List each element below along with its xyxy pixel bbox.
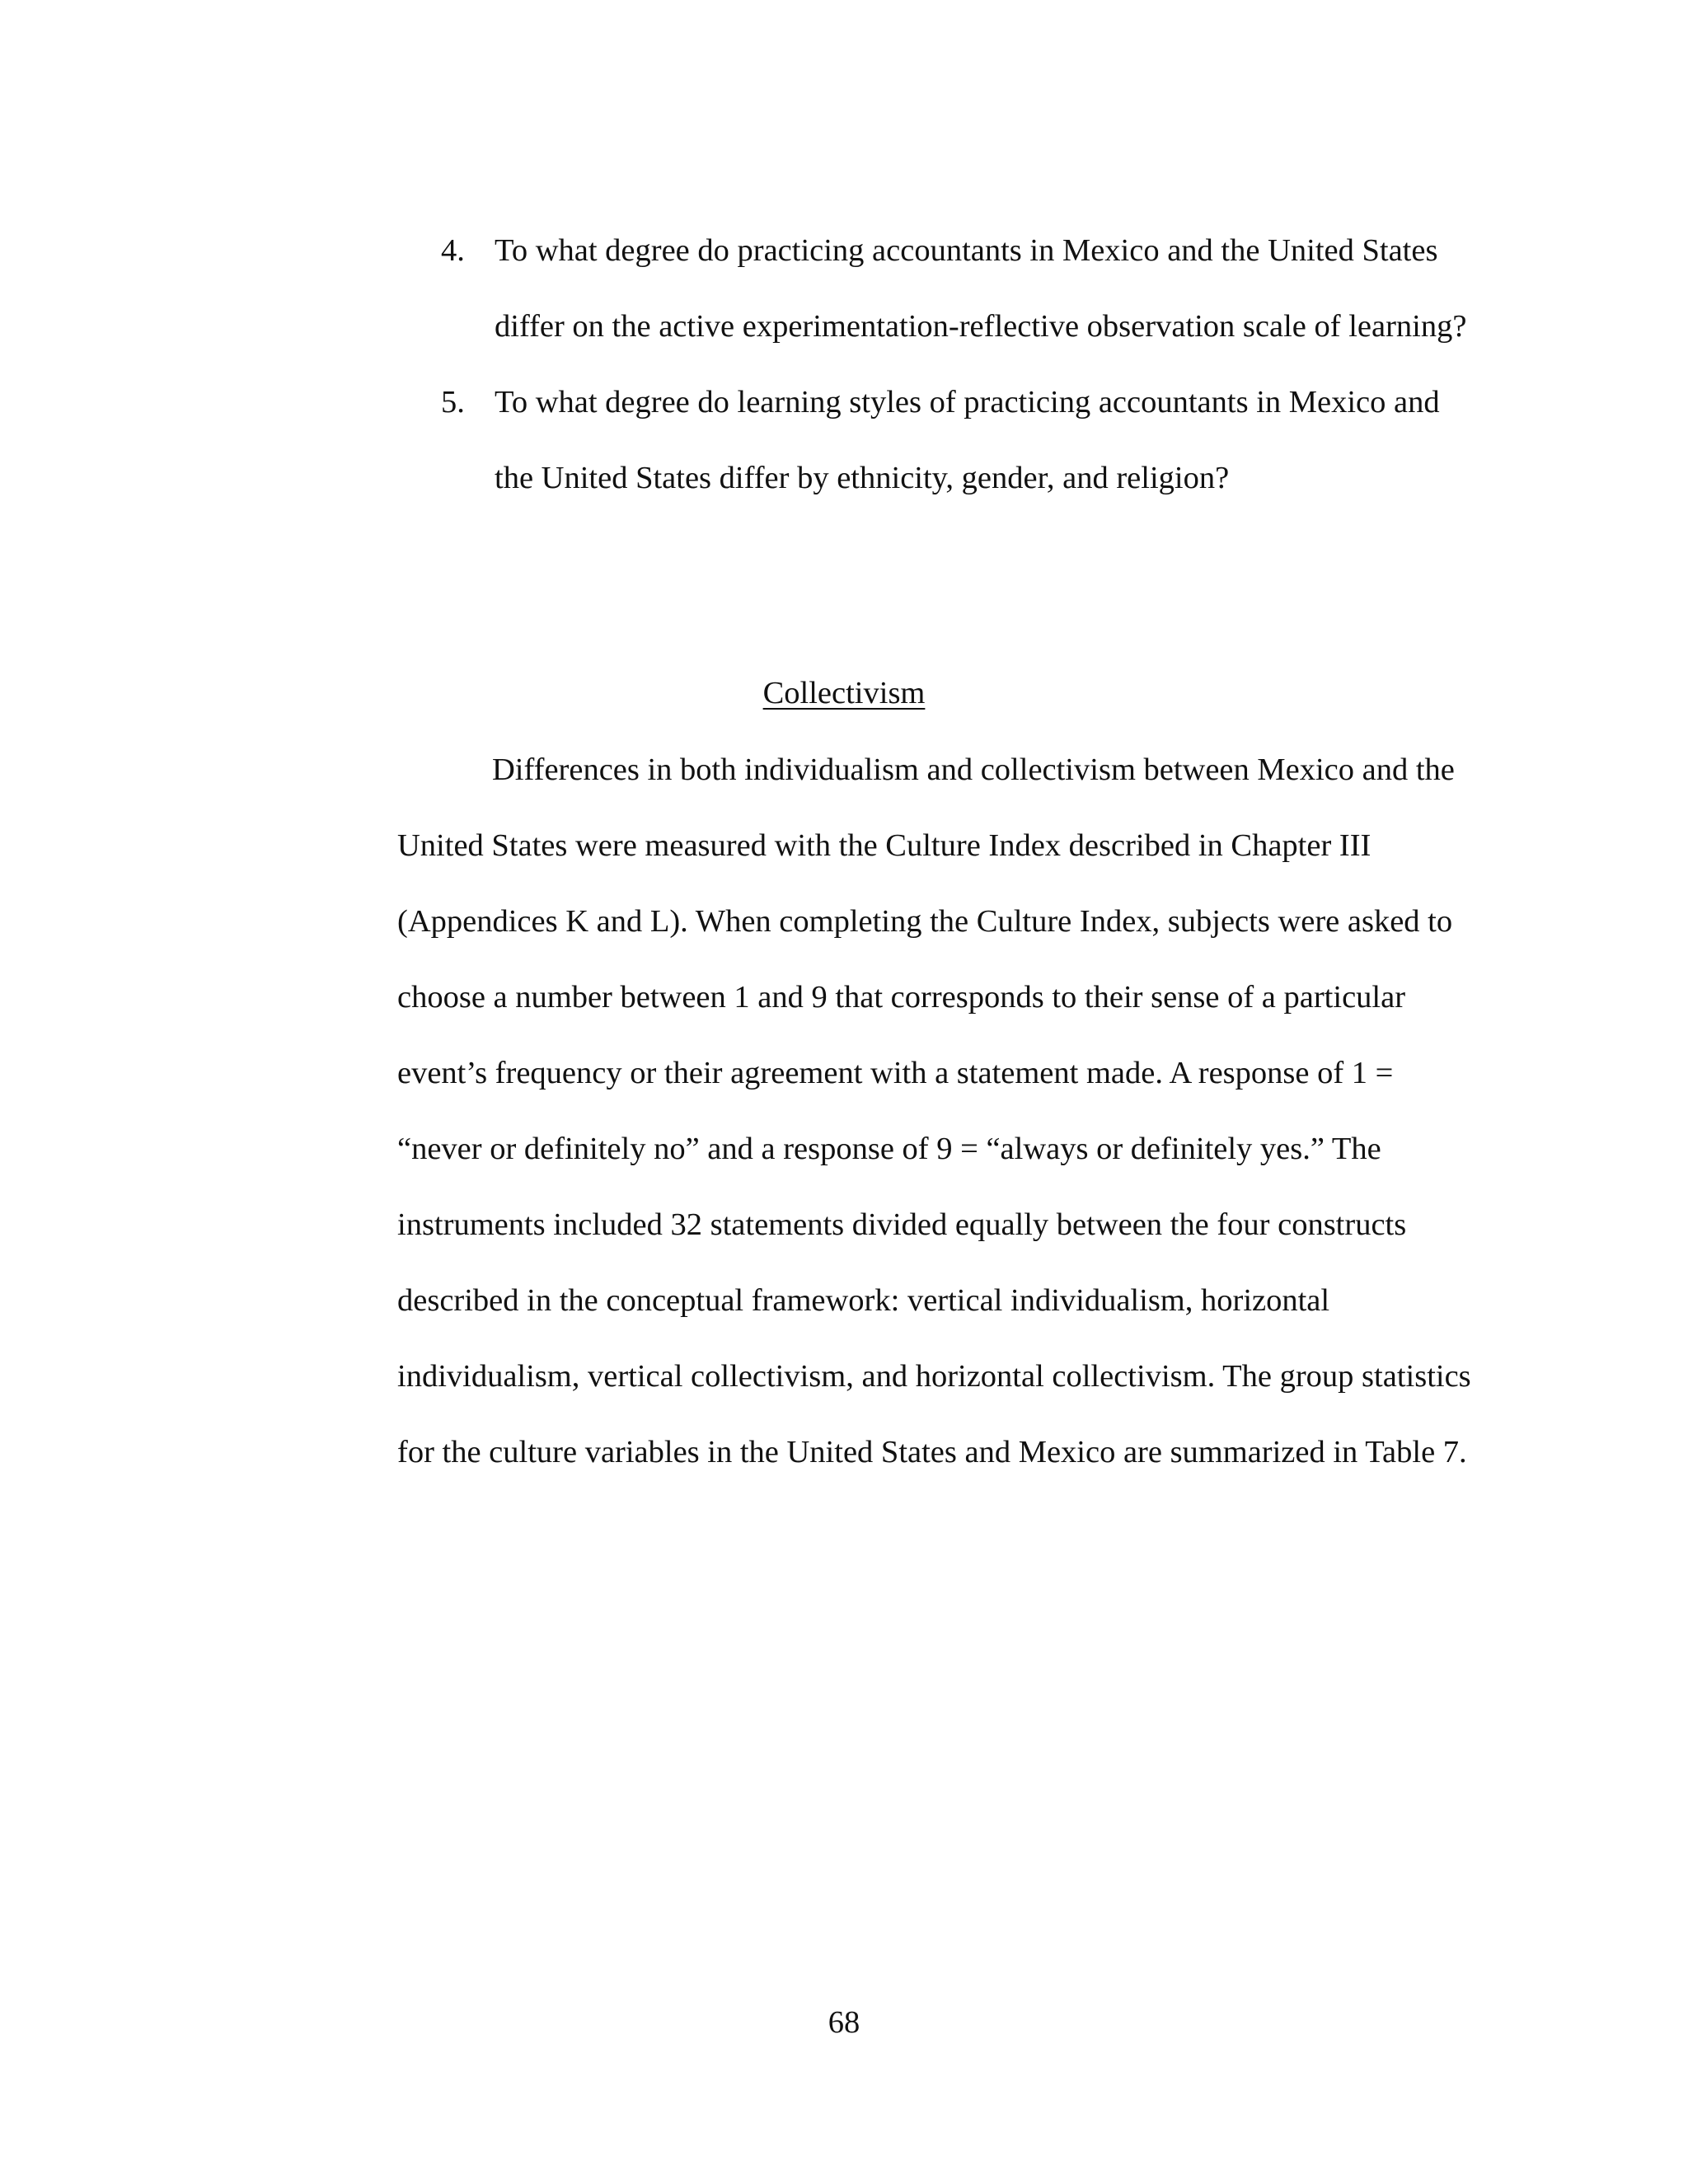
body-paragraph: Differences in both individualism and collectivism between Mexico and the United States were measured with the Culture Index described in Chapter III (Appendices K and L). When completing the Culture Index, subjects were asked to choose a number between 1 and 9 that corresponds to their sense of a particular event’s frequency or their agreement with a statement made. A response of 1 = “never or definitely no” and a response of 9 = “always or definitely yes.” The instruments included 32 statements divided equally between the four constructs described in the conceptual framework: vertical individualism, horizontal individualism, vertical collectivism, and horizontal collectivism. The group statistics for the culture variables in the United States and Mexico are summarized in Table 7.	[397, 752, 1471, 1469]
research-question-4	[441, 213, 1479, 364]
page-number: 68	[828, 2005, 860, 2040]
research-question-5	[441, 364, 1479, 516]
question-number: 4.	[441, 233, 465, 268]
question-text: To what degree do learning styles of practicing accountants in Mexico and the United States differ by ethnicity, gender, and religion?	[495, 385, 1440, 495]
question-number: 5.	[441, 385, 465, 419]
research-question-list	[441, 213, 1479, 516]
section-heading	[0, 669, 1688, 717]
question-text: To what degree do practicing accountants in Mexico and the United States differ on the active experimentation-reflective observation scale of learning?	[495, 233, 1467, 344]
section-heading-text: Collectivism	[762, 676, 926, 710]
